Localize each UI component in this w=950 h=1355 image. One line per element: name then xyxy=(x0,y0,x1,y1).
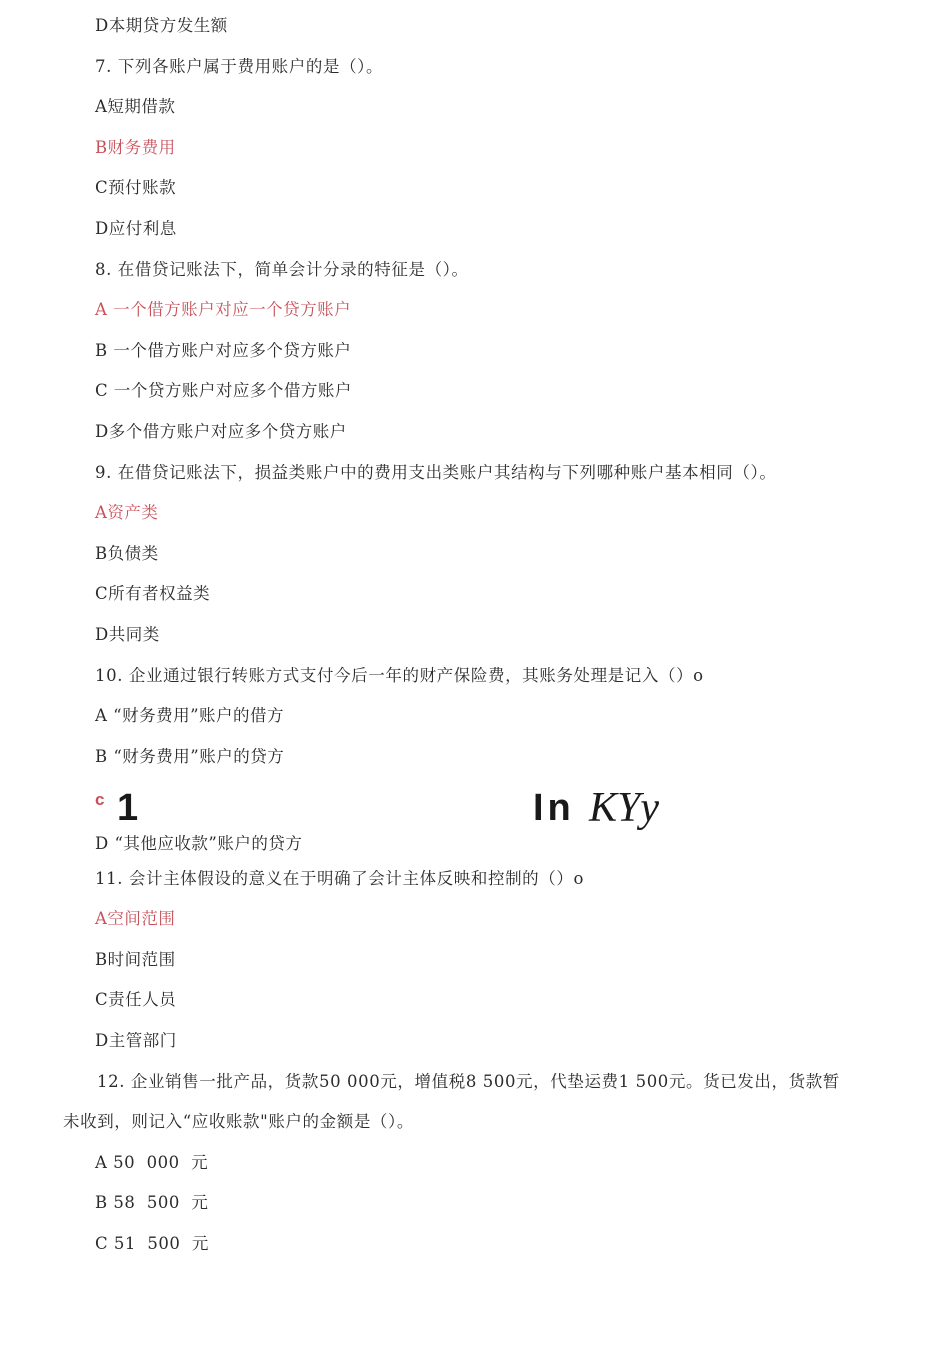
garbled-in: In xyxy=(533,787,575,829)
option-c-q9: C所有者权益类 xyxy=(95,584,211,603)
option-c-q8: C 一个贷方账户对应多个借方账户 xyxy=(95,381,352,400)
option-b-q11: B时间范围 xyxy=(95,950,176,969)
option-c-q12: C 51 500 元 xyxy=(95,1234,209,1253)
option-a-q8-answer: A 一个借方账户对应一个贷方账户 xyxy=(95,300,352,319)
option-a-q10: A “财务费用”账户的借方 xyxy=(95,706,285,725)
question-9: 9. 在借贷记账法下，损益类账户中的费用支出类账户其结构与下列哪种账户基本相同（）。 xyxy=(95,463,777,482)
option-d-q8: D多个借方账户对应多个贷方账户 xyxy=(95,422,347,441)
garbled-kyy: KYy xyxy=(589,785,660,831)
option-b-q9: B负债类 xyxy=(95,544,159,563)
option-c-q11: C责任人员 xyxy=(95,990,177,1009)
garbled-digit: 1 xyxy=(117,787,139,829)
option-b-q12: B 58 500 元 xyxy=(95,1193,209,1212)
question-10: 10. 企业通过银行转账方式支付今后一年的财产保险费，其账务处理是记入（）o xyxy=(95,666,704,685)
question-12: 12. 企业销售一批产品，货款50 000元，增值税8 500元，代垫运费1 500元。货已发出，货款暂 xyxy=(97,1072,840,1091)
question-12-continued: 未收到，则记入“应收账款"账户的金额是（）。 xyxy=(63,1112,414,1131)
option-c-letter: c xyxy=(95,790,105,809)
question-8: 8. 在借贷记账法下，简单会计分录的特征是（）。 xyxy=(95,260,469,279)
question-7: 7. 下列各账户属于费用账户的是（）。 xyxy=(95,57,384,76)
option-d-q6: D本期贷方发生额 xyxy=(95,16,228,35)
option-d-q9: D共同类 xyxy=(95,625,160,644)
option-d-q7: D应付利息 xyxy=(95,219,177,238)
option-d-q11: D主管部门 xyxy=(95,1031,177,1050)
option-c-q10-garbled xyxy=(95,786,795,832)
option-b-q10: B “财务费用”账户的贷方 xyxy=(95,747,285,766)
option-b-q7-answer: B财务费用 xyxy=(95,138,176,157)
option-b-q8: B 一个借方账户对应多个贷方账户 xyxy=(95,341,352,360)
option-a-q12: A 50 000 元 xyxy=(95,1153,209,1172)
option-a-q9-answer: A资产类 xyxy=(95,503,159,522)
option-d-q10: D “其他应收款”账户的贷方 xyxy=(95,834,303,853)
option-a-q7: A短期借款 xyxy=(95,97,176,116)
option-a-q11-answer: A空间范围 xyxy=(95,909,176,928)
question-11: 11. 会计主体假设的意义在于明确了会计主体反映和控制的（）o xyxy=(95,869,585,888)
option-c-q7: C预付账款 xyxy=(95,178,177,197)
